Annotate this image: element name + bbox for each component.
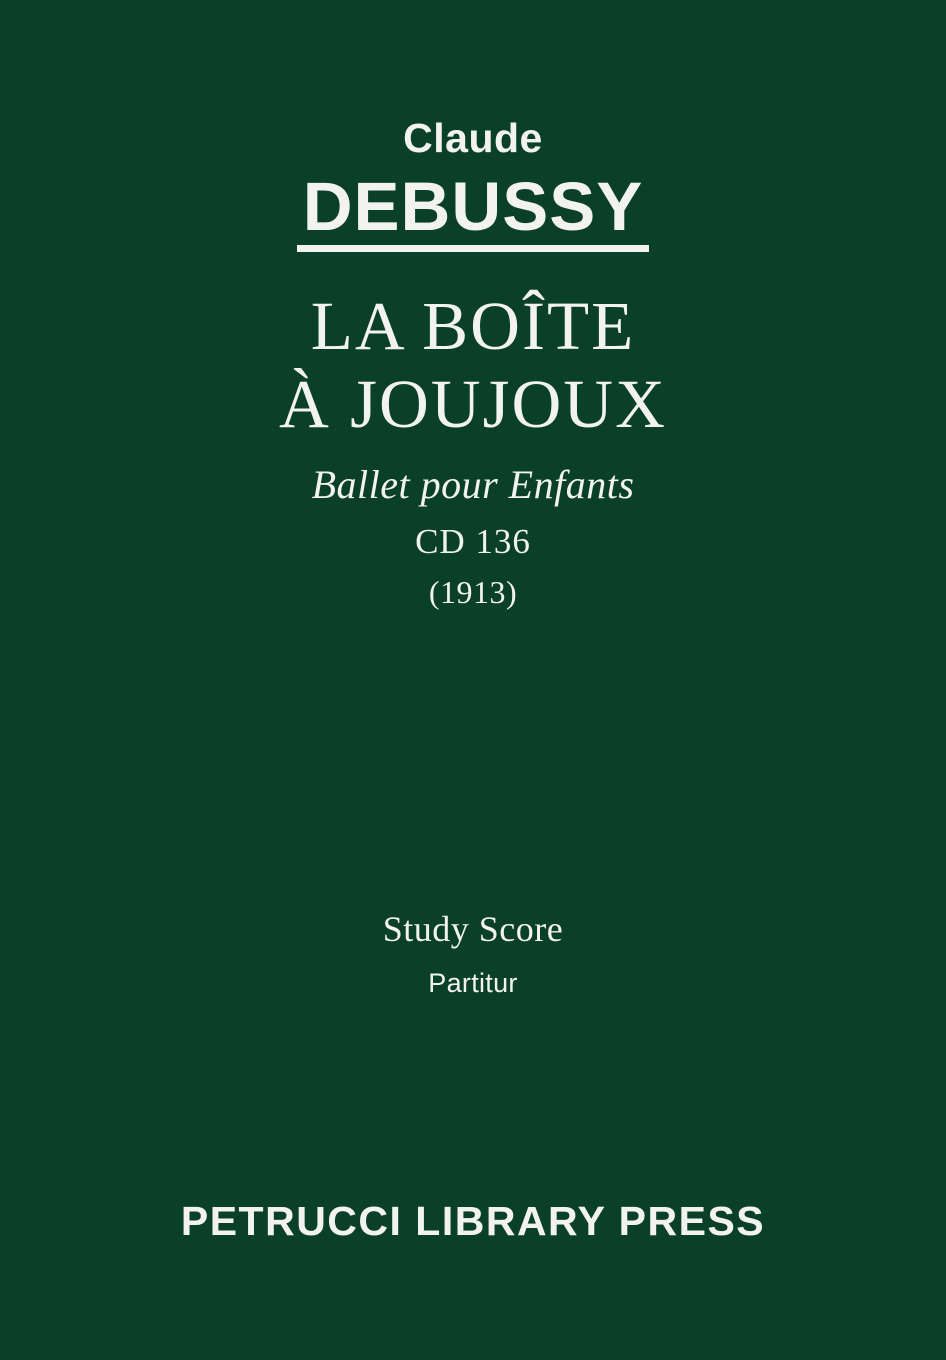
composer-last-name-underline	[297, 168, 650, 252]
score-type-block	[0, 908, 946, 999]
work-title-line-2: À JOUJOUX	[279, 365, 667, 442]
composition-year: (1913)	[428, 573, 518, 610]
composer-last-name: DEBUSSY	[302, 168, 644, 245]
work-title	[0, 288, 946, 443]
work-title-line-1: LA BOÎTE	[310, 288, 636, 365]
work-subtitle: Ballet pour Enfants	[311, 461, 635, 507]
score-type: Study Score	[382, 909, 564, 949]
catalog-number: CD 136	[415, 521, 531, 561]
score-type-alt: Partitur	[428, 968, 518, 998]
publisher-name: PETRUCCI LIBRARY PRESS	[180, 1198, 766, 1244]
title-block	[0, 115, 946, 611]
composer-first-name: Claude	[403, 115, 543, 161]
